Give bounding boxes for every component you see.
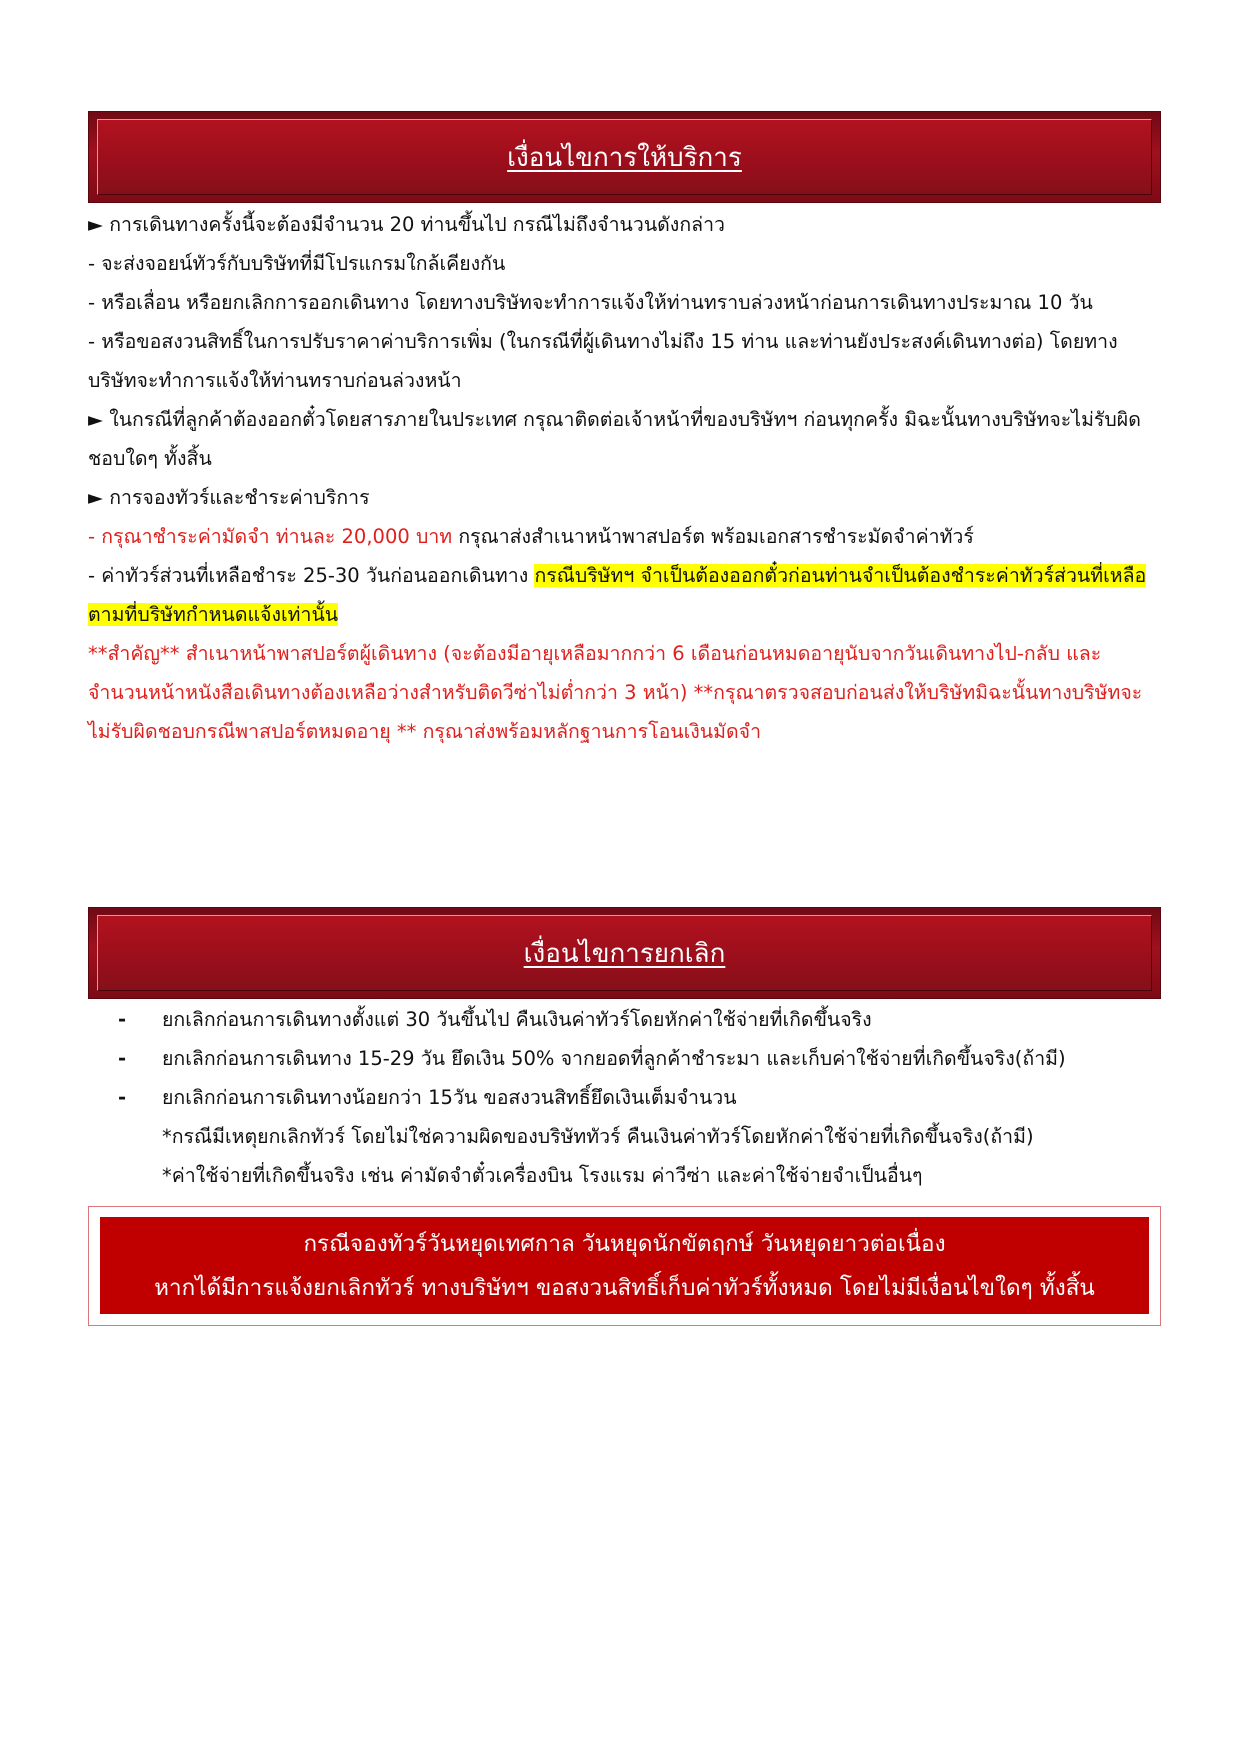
service-conditions-banner bbox=[88, 111, 1161, 203]
cancellation-note-2: *ค่าใช้จ่ายที่เกิดขึ้นจริง เช่น ค่ามัดจำตั๋วเครื่องบิน โรงแรม ค่าวีซ่า และค่าใช้จ่ายจำเป็นอื่นๆ bbox=[162, 1164, 923, 1187]
banner-inner bbox=[97, 915, 1152, 991]
dash-bullet: - bbox=[118, 1047, 127, 1070]
holiday-notice-box bbox=[88, 1206, 1161, 1326]
cancellation-item-1: ยกเลิกก่อนการเดินทางตั้งแต่ 30 วันขึ้นไป คืนเงินค่าทัวร์โดยหักค่าใช้จ่ายที่เกิดขึ้นจริง bbox=[162, 1008, 872, 1031]
booking-heading: ► การจองทัวร์และชำระค่าบริการ bbox=[88, 486, 370, 509]
balance-line bbox=[88, 556, 1158, 634]
list-item bbox=[118, 1000, 1158, 1039]
service-conditions-title: เงื่อนไขการให้บริการ bbox=[507, 142, 742, 173]
cancellation-list bbox=[118, 1000, 1158, 1117]
condition-line-5: ► ในกรณีที่ลูกค้าต้องออกตั๋วโดยสารภายในประเทศ กรุณาติดต่อเจ้าหน้าที่ของบริษัทฯ ก่อนทุกครั้ง มิฉะนั้นทางบริษัทจะไม่รับผิดชอบใดๆ ทั้งสิ้น bbox=[88, 408, 1141, 470]
condition-line-4: - หรือขอสงวนสิทธิ์ในการปรับราคาค่าบริการเพิ่ม (ในกรณีที่ผู้เดินทางไม่ถึง 15 ท่าน และท่านยังประสงค์เดินทางต่อ) โดยทางบริษัทจะทำการแจ้งให้ท่านทราบก่อนล่วงหน้า bbox=[88, 330, 1118, 392]
condition-line-1: ► การเดินทางครั้งนี้จะต้องมีจำนวน 20 ท่านขึ้นไป กรณีไม่ถึงจำนวนดังกล่าว bbox=[88, 213, 725, 236]
deposit-docs: กรุณาส่งสำเนาหน้าพาสปอร์ต พร้อมเอกสารชำระมัดจำค่าทัวร์ bbox=[452, 525, 974, 548]
list-item bbox=[118, 1078, 1158, 1117]
cancellation-conditions-title: เงื่อนไขการยกเลิก bbox=[523, 938, 726, 969]
list-item bbox=[118, 1039, 1158, 1078]
condition-line-2: - จะส่งจอยน์ทัวร์กับบริษัทที่มีโปรแกรมใกล้เคียงกัน bbox=[88, 252, 506, 275]
dash-bullet: - bbox=[118, 1008, 127, 1031]
cancellation-item-2: ยกเลิกก่อนการเดินทาง 15-29 วัน ยึดเงิน 50% จากยอดที่ลูกค้าชำระมา และเก็บค่าใช้จ่ายที่เกิดขึ้นจริง(ถ้ามี) bbox=[162, 1047, 1066, 1070]
holiday-notice-fill bbox=[100, 1217, 1149, 1314]
balance-highlight: กรณีบริษัทฯ จำเป็นต้องออกตั๋วก่อนท่านจำเป็นต้องชำระค่าทัวร์ส่วนที่เหลือตามที่บริษัทกำหนดแจ้งเท่านั้น bbox=[88, 564, 1147, 626]
deposit-amount: - กรุณาชำระค่ามัดจำ ท่านละ 20,000 บาท bbox=[88, 525, 453, 548]
condition-line-3: - หรือเลื่อน หรือยกเลิกการออกเดินทาง โดยทางบริษัทจะทำการแจ้งให้ท่านทราบล่วงหน้าก่อนการเดินทางประมาณ 10 วัน bbox=[88, 291, 1093, 314]
cancellation-note-1: *กรณีมีเหตุยกเลิกทัวร์ โดยไม่ใช่ความผิดของบริษัททัวร์ คืนเงินค่าทัวร์โดยหักค่าใช้จ่ายที่เกิดขึ้นจริง(ถ้ามี) bbox=[162, 1125, 1034, 1148]
holiday-notice-line-1: กรณีจองทัวร์วันหยุดเทศกาล วันหยุดนักขัตฤกษ์ วันหยุดยาวต่อเนื่อง bbox=[303, 1230, 946, 1257]
holiday-notice-line-2: หากได้มีการแจ้งยกเลิกทัวร์ ทางบริษัทฯ ขอสงวนสิทธิ์เก็บค่าทัวร์ทั้งหมด โดยไม่มีเงื่อนไขใดๆ ทั้งสิ้น bbox=[154, 1274, 1095, 1301]
cancellation-item-3: ยกเลิกก่อนการเดินทางน้อยกว่า 15วัน ขอสงวนสิทธิ์ยึดเงินเต็มจำนวน bbox=[162, 1086, 737, 1109]
dash-bullet: - bbox=[118, 1086, 127, 1109]
deposit-line bbox=[88, 517, 1158, 556]
balance-text: - ค่าทัวร์ส่วนที่เหลือชำระ 25-30 วันก่อนออกเดินทาง bbox=[88, 564, 535, 587]
passport-important-note: **สำคัญ** สำเนาหน้าพาสปอร์ตผู้เดินทาง (จะต้องมีอายุเหลือมากกว่า 6 เดือนก่อนหมดอายุนับจากวันเดินทางไป-กลับ และจำนวนหน้าหนังสือเดินทางต้องเหลือว่างสำหรับติดวีซ่าไม่ต่ำกว่า 3 หน้า) **กรุณาตรวจสอบก่อนส่งให้บริษัทมิฉะนั้นทางบริษัทจะไม่รับผิดชอบกรณีพาสปอร์ตหมดอายุ ** กรุณาส่งพร้อมหลักฐานการโอนเงินมัดจำ bbox=[88, 642, 1143, 743]
cancellation-conditions-banner bbox=[88, 907, 1161, 999]
banner-inner bbox=[97, 119, 1152, 195]
